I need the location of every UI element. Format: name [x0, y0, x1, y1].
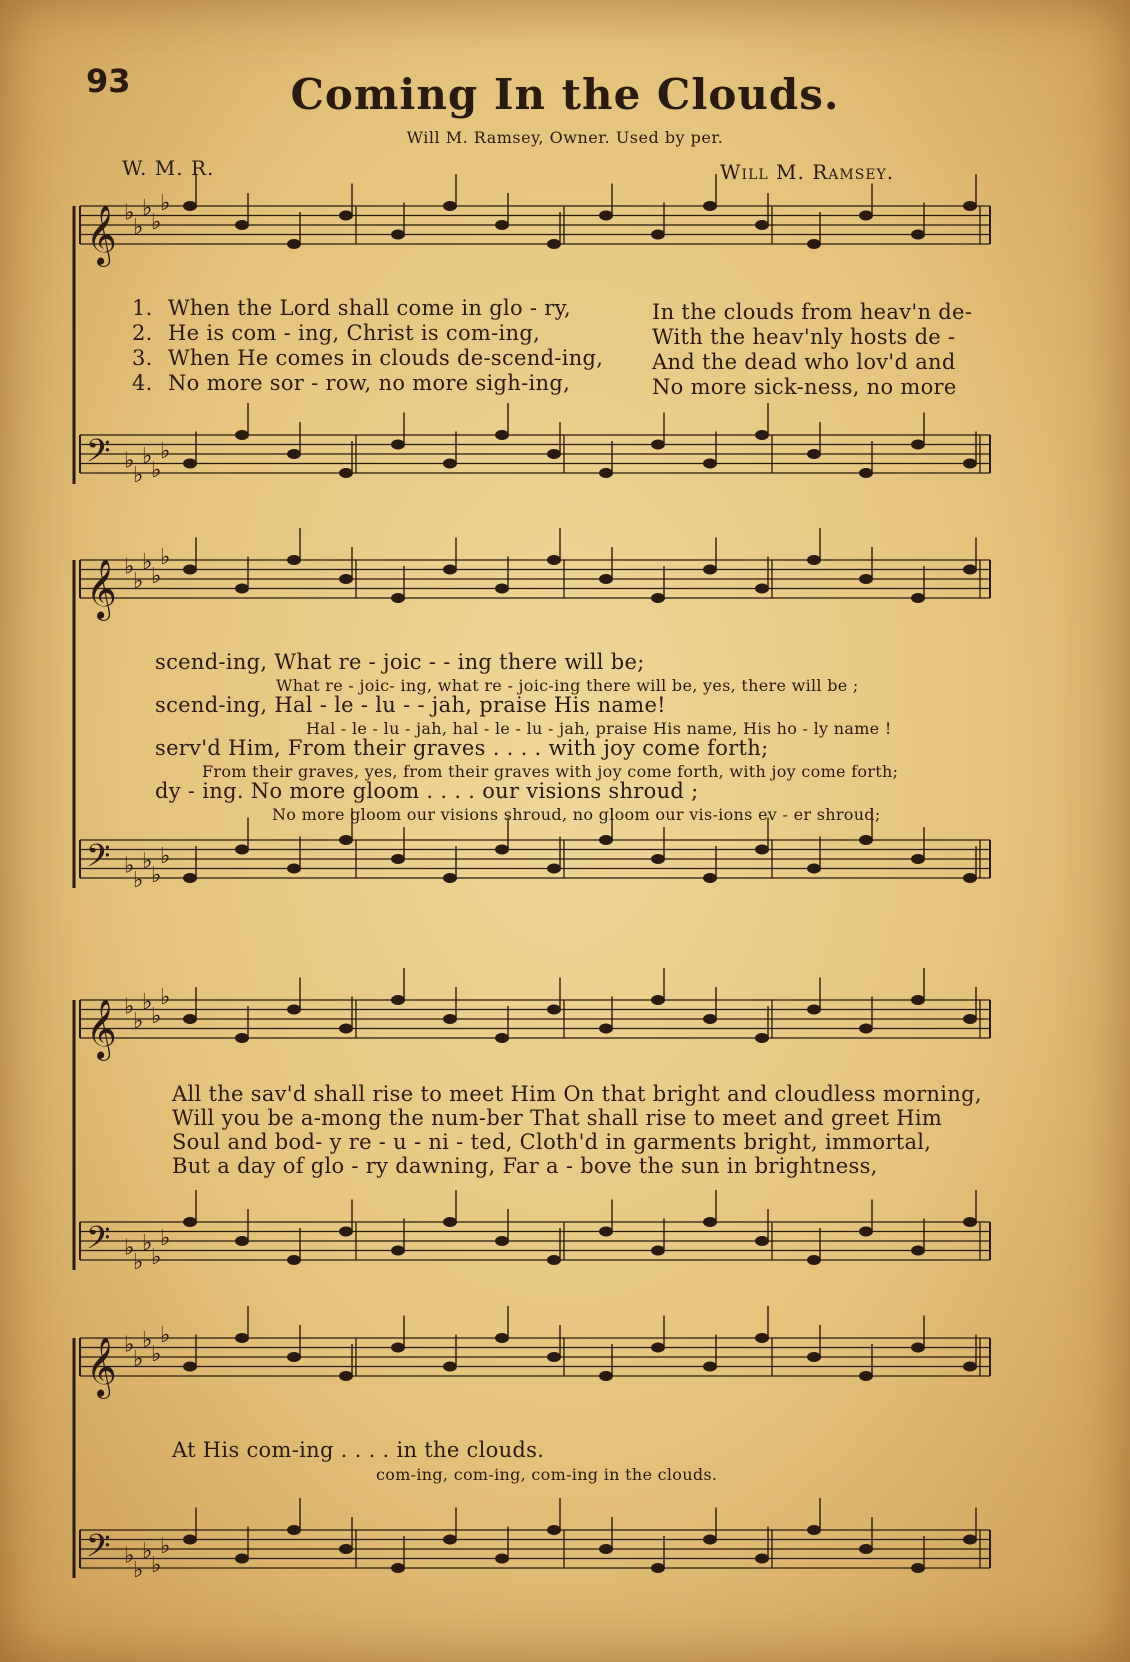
- flat-icon: ♭: [133, 214, 144, 240]
- flat-icon: ♭: [151, 458, 162, 483]
- note-head: [911, 995, 925, 1005]
- sys2-lyric-1: scend-ing, What re - joic - - ing there will be;: [155, 650, 645, 674]
- treble-clef-icon: 𝄞: [86, 999, 117, 1059]
- verse-2-line-b: With the heav'nly hosts de -: [652, 325, 956, 349]
- flat-icon: ♭: [133, 1557, 144, 1583]
- note-head: [911, 1343, 925, 1353]
- note-head: [339, 1371, 353, 1381]
- lyricist-initials: W. M. R.: [122, 156, 215, 180]
- note-head: [599, 211, 613, 221]
- flat-icon: ♭: [160, 844, 171, 869]
- note-head: [287, 1255, 301, 1265]
- note-head: [339, 835, 353, 845]
- note-head: [391, 995, 405, 1005]
- note-head: [807, 555, 821, 565]
- note-head: [911, 230, 925, 240]
- flat-icon: ♭: [133, 1346, 144, 1372]
- note-head: [339, 1227, 353, 1237]
- note-head: [495, 220, 509, 230]
- note-head: [859, 1371, 873, 1381]
- flat-icon: ♭: [151, 1553, 162, 1578]
- note-head: [287, 864, 301, 874]
- flat-icon: ♭: [142, 195, 153, 221]
- note-head: [859, 1544, 873, 1554]
- treble-clef-icon: 𝄞: [86, 559, 117, 619]
- note-head: [755, 1333, 769, 1343]
- note-head: [235, 1236, 249, 1246]
- verse-1-line-b: In the clouds from heav'n de-: [652, 300, 973, 324]
- note-head: [859, 574, 873, 584]
- verse-4-number: 4.: [132, 371, 153, 395]
- note-head: [703, 1362, 717, 1372]
- flat-icon: ♭: [160, 439, 171, 464]
- note-head: [235, 1333, 249, 1343]
- flat-icon: ♭: [124, 853, 135, 879]
- note-head: [547, 1005, 561, 1015]
- note-head: [443, 565, 457, 575]
- note-head: [703, 459, 717, 469]
- flat-icon: ♭: [124, 448, 135, 474]
- sys4-echo-1: com-ing, com-ing, com-ing in the clouds.: [376, 1465, 718, 1484]
- note-head: [755, 1554, 769, 1564]
- note-head: [443, 1014, 457, 1024]
- flat-icon: ♭: [124, 994, 135, 1020]
- sys3-lyric-1: All the sav'd shall rise to meet Him On that bright and cloudless morning,: [172, 1082, 982, 1106]
- note-head: [547, 449, 561, 459]
- note-head: [599, 574, 613, 584]
- note-head: [755, 1033, 769, 1043]
- note-head: [807, 449, 821, 459]
- note-head: [183, 1362, 197, 1372]
- flat-icon: ♭: [124, 1332, 135, 1358]
- flat-icon: ♭: [160, 985, 171, 1010]
- flat-icon: ♭: [124, 1235, 135, 1261]
- note-head: [495, 430, 509, 440]
- note-head: [911, 593, 925, 603]
- note-head: [235, 430, 249, 440]
- note-head: [599, 468, 613, 478]
- note-head: [495, 1554, 509, 1564]
- note-head: [547, 864, 561, 874]
- treble-clef-icon: 𝄞: [86, 205, 117, 265]
- note-head: [391, 440, 405, 450]
- note-head: [963, 1014, 977, 1024]
- note-head: [599, 1371, 613, 1381]
- sys3-lyric-3: Soul and bod- y re - u - ni - ted, Cloth'd in garments bright, immortal,: [172, 1130, 932, 1154]
- bass-clef-icon: 𝄢: [86, 837, 111, 882]
- note-head: [911, 854, 925, 864]
- note-head: [911, 440, 925, 450]
- note-head: [495, 1033, 509, 1043]
- flat-icon: ♭: [142, 989, 153, 1015]
- note-head: [859, 835, 873, 845]
- note-head: [339, 1024, 353, 1034]
- verse-3-number: 3.: [132, 346, 153, 370]
- note-head: [963, 1362, 977, 1372]
- flat-icon: ♭: [142, 848, 153, 874]
- note-head: [807, 1525, 821, 1535]
- note-head: [755, 1236, 769, 1246]
- note-head: [339, 574, 353, 584]
- note-head: [859, 211, 873, 221]
- note-head: [183, 873, 197, 883]
- note-head: [807, 1352, 821, 1362]
- note-head: [287, 1352, 301, 1362]
- note-head: [391, 1246, 405, 1256]
- note-head: [287, 1005, 301, 1015]
- note-head: [183, 565, 197, 575]
- note-head: [391, 230, 405, 240]
- note-head: [391, 593, 405, 603]
- note-head: [391, 1563, 405, 1573]
- verse-4-line-b: No more sick-ness, no more: [652, 375, 957, 399]
- flat-icon: ♭: [151, 1342, 162, 1367]
- note-head: [339, 468, 353, 478]
- verse-3-line-b: And the dead who lov'd and: [652, 350, 956, 374]
- flat-icon: ♭: [124, 1543, 135, 1569]
- flat-icon: ♭: [142, 1327, 153, 1353]
- sys4-lyric-1: At His com-ing . . . . in the clouds.: [172, 1438, 545, 1462]
- note-head: [859, 468, 873, 478]
- note-head: [443, 201, 457, 211]
- flat-icon: ♭: [133, 1249, 144, 1275]
- bass-clef-icon: 𝄢: [86, 1219, 111, 1264]
- note-head: [183, 1535, 197, 1545]
- note-head: [495, 845, 509, 855]
- note-head: [755, 220, 769, 230]
- note-head: [911, 1563, 925, 1573]
- sys2-lyric-3: serv'd Him, From their graves . . . . with joy come forth;: [155, 736, 769, 760]
- note-head: [599, 835, 613, 845]
- note-head: [547, 1525, 561, 1535]
- note-head: [235, 1033, 249, 1043]
- note-head: [651, 854, 665, 864]
- sys2-lyric-4: dy - ing. No more gloom . . . . our visions shroud ;: [155, 779, 699, 803]
- note-head: [911, 1246, 925, 1256]
- verse-4-line-a: No more sor - row, no more sigh-ing,: [168, 371, 571, 395]
- verse-1-number: 1.: [132, 296, 153, 320]
- copyright-credit: Will M. Ramsey, Owner. Used by per.: [406, 128, 724, 147]
- sys2-echo-2: Hal - le - lu - jah, hal - le - lu - jah, praise His name, His ho - ly name !: [306, 719, 892, 738]
- note-head: [235, 1554, 249, 1564]
- note-head: [651, 1563, 665, 1573]
- note-head: [339, 1544, 353, 1554]
- note-head: [963, 201, 977, 211]
- verse-3-line-a: When He comes in clouds de-scend-ing,: [168, 346, 604, 370]
- note-head: [807, 864, 821, 874]
- sys2-echo-4: No more gloom our visions shroud, no gloom our vis-ions ev - er shroud;: [272, 805, 881, 824]
- note-head: [963, 1217, 977, 1227]
- flat-icon: ♭: [133, 1008, 144, 1034]
- flat-icon: ♭: [142, 1230, 153, 1256]
- flat-icon: ♭: [133, 568, 144, 594]
- note-head: [651, 230, 665, 240]
- flat-icon: ♭: [151, 1004, 162, 1029]
- note-head: [859, 1227, 873, 1237]
- note-head: [703, 873, 717, 883]
- note-head: [235, 584, 249, 594]
- flat-icon: ♭: [151, 564, 162, 589]
- hymn-number: 93: [86, 62, 131, 100]
- note-head: [963, 565, 977, 575]
- flat-icon: ♭: [142, 549, 153, 575]
- note-head: [183, 1217, 197, 1227]
- flat-icon: ♭: [160, 191, 171, 216]
- note-head: [547, 555, 561, 565]
- note-head: [495, 584, 509, 594]
- note-head: [547, 1255, 561, 1265]
- note-head: [287, 449, 301, 459]
- note-head: [807, 1255, 821, 1265]
- verse-1-line-a: When the Lord shall come in glo - ry,: [168, 296, 571, 320]
- note-head: [703, 1217, 717, 1227]
- note-head: [183, 459, 197, 469]
- note-head: [599, 1024, 613, 1034]
- flat-icon: ♭: [124, 200, 135, 226]
- note-head: [599, 1227, 613, 1237]
- flat-icon: ♭: [142, 1538, 153, 1564]
- flat-icon: ♭: [133, 462, 144, 488]
- bass-clef-icon: 𝄢: [86, 1527, 111, 1572]
- note-head: [651, 1343, 665, 1353]
- note-head: [755, 430, 769, 440]
- note-head: [703, 201, 717, 211]
- note-head: [443, 873, 457, 883]
- note-head: [339, 211, 353, 221]
- sys3-lyric-4: But a day of glo - ry dawning, Far a - bove the sun in brightness,: [172, 1154, 878, 1178]
- flat-icon: ♭: [151, 863, 162, 888]
- note-head: [287, 239, 301, 249]
- note-head: [391, 854, 405, 864]
- flat-icon: ♭: [151, 210, 162, 235]
- note-head: [183, 1014, 197, 1024]
- note-head: [963, 873, 977, 883]
- flat-icon: ♭: [160, 1534, 171, 1559]
- note-head: [651, 440, 665, 450]
- note-head: [183, 201, 197, 211]
- flat-icon: ♭: [160, 1226, 171, 1251]
- note-head: [391, 1343, 405, 1353]
- flat-icon: ♭: [160, 1323, 171, 1348]
- note-head: [443, 1535, 457, 1545]
- flat-icon: ♭: [142, 443, 153, 469]
- flat-icon: ♭: [124, 554, 135, 580]
- flat-icon: ♭: [133, 867, 144, 893]
- note-head: [651, 1246, 665, 1256]
- verse-2-line-a: He is com - ing, Christ is com-ing,: [168, 321, 541, 345]
- note-head: [755, 845, 769, 855]
- flat-icon: ♭: [160, 545, 171, 570]
- note-head: [651, 995, 665, 1005]
- hymn-title: Coming In the Clouds.: [290, 70, 840, 119]
- note-head: [443, 1362, 457, 1372]
- note-head: [287, 555, 301, 565]
- note-head: [963, 459, 977, 469]
- sys2-echo-1: What re - joic- ing, what re - joic-ing there will be, yes, there will be ;: [276, 676, 859, 695]
- note-head: [443, 1217, 457, 1227]
- note-head: [235, 220, 249, 230]
- verse-2-number: 2.: [132, 321, 153, 345]
- sys3-lyric-2: Will you be a-mong the num-ber That shall rise to meet and greet Him: [172, 1106, 943, 1130]
- note-head: [495, 1236, 509, 1246]
- note-head: [703, 1535, 717, 1545]
- note-head: [703, 1014, 717, 1024]
- note-head: [443, 459, 457, 469]
- treble-clef-icon: 𝄞: [86, 1337, 117, 1397]
- note-head: [963, 1535, 977, 1545]
- note-head: [807, 239, 821, 249]
- note-head: [755, 584, 769, 594]
- note-head: [547, 239, 561, 249]
- note-head: [703, 565, 717, 575]
- note-head: [651, 593, 665, 603]
- bass-clef-icon: 𝄢: [86, 432, 111, 477]
- composer-name: Will M. Ramsey.: [720, 160, 895, 184]
- note-head: [807, 1005, 821, 1015]
- sys2-lyric-2: scend-ing, Hal - le - lu - - jah, praise His name!: [155, 693, 666, 717]
- flat-icon: ♭: [151, 1245, 162, 1270]
- note-head: [495, 1333, 509, 1343]
- note-head: [235, 845, 249, 855]
- note-head: [287, 1525, 301, 1535]
- sys2-echo-3: From their graves, yes, from their graves with joy come forth, with joy come forth;: [202, 762, 899, 781]
- note-head: [599, 1544, 613, 1554]
- note-head: [547, 1352, 561, 1362]
- note-head: [859, 1024, 873, 1034]
